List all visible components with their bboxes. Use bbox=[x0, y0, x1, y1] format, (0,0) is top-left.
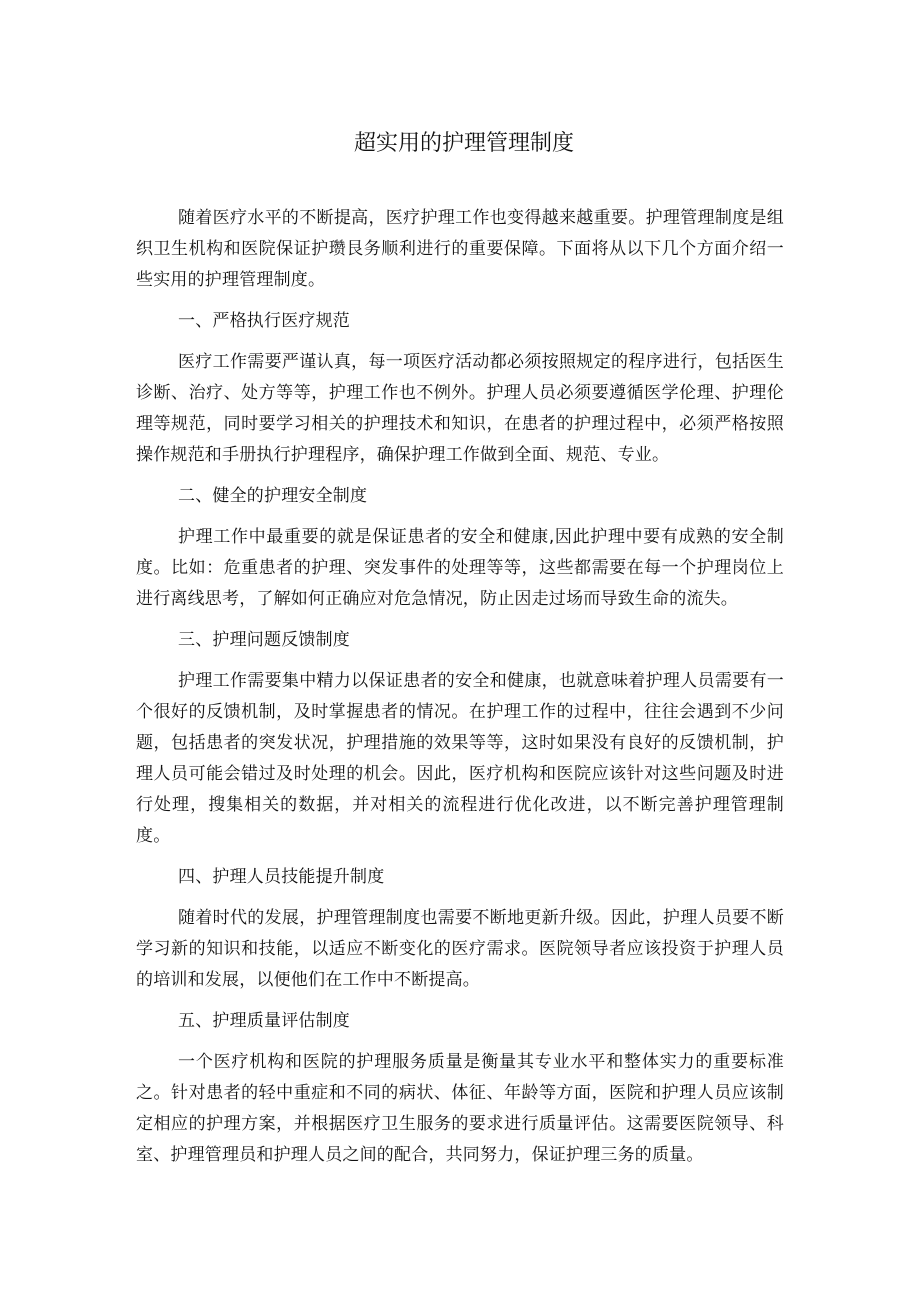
section-heading-3: 三、护理问题反馈制度 bbox=[178, 630, 350, 650]
document-title: 超实用的护理管理制度 bbox=[353, 131, 574, 156]
section-heading-5: 五、护理质量评估制度 bbox=[178, 1011, 350, 1031]
section-paragraph-1: 医疗工作需要严谨认真，每一项医疗活动都必须按照规定的程序进行，包括医生诊断、治疗、处方等等，护理工作也不例外。护理人员必须要遵循医学伦理、护理伦理等规范，同时要学习相关的护理技术和知识，在患者的护理过程中，必须严格按照操作规范和手册执行护理程序，确保护理工作做到全面、规范、专业。 bbox=[136, 352, 784, 465]
section-paragraph-2: 护理工作中最重要的就是保证患者的安全和健康,因此护理中要有成熟的安全制度。比如：危重患者的护理、突发事件的处理等等，这些都需要在每一个护理岗位上进行离线思考，了解如何正确应对危急情况，防止因走过场而导致生命的流失。 bbox=[136, 527, 784, 609]
section-heading-2: 二、健全的护理安全制度 bbox=[178, 486, 368, 506]
intro-paragraph: 随着医疗水平的不断提高，医疗护理工作也变得越来越重要。护理管理制度是组织卫生机构和医院保证护瓒艮务顺利进行的重要保障。下面将从以下几个方面介绍一些实用的护理管理制度。 bbox=[136, 208, 784, 290]
section-paragraph-5: 一个医疗机构和医院的护理服务质量是衡量其专业水平和整体实力的重要标准之。针对患者的轻中重症和不同的病状、体征、年龄等方面，医院和护理人员应该制定相应的护理方案，并根据医疗卫生服务的要求进行质量评估。这需要医院领导、科室、护理管理员和护理人员之间的配合，共同努力，保证护理三务的质量。 bbox=[136, 1052, 784, 1165]
section-paragraph-4: 随着时代的发展，护理管理制度也需要不断地更新升级。因此，护理人员要不断学习新的知识和技能，以适应不断变化的医疗需求。医院领导者应该投资于护理人员的培训和发展，以便他们在工作中不断提高。 bbox=[136, 908, 784, 990]
section-paragraph-3: 护理工作需要集中精力以保证患者的安全和健康，也就意味着护理人员需要有一个很好的反馈机制，及时掌握患者的情况。在护理工作的过程中，往往会遇到不少问题，包括患者的突发状况，护理措施的效果等等，这时如果没有良好的反馈机制，护理人员可能会错过及时处理的机会。因此，医疗机构和医院应该针对这些问题及时进行处理，搜集相关的数据，并对相关的流程进行优化改进，以不断完善护理管理制度。 bbox=[136, 671, 784, 846]
document-body bbox=[136, 203, 784, 1171]
section-heading-1: 一、严格执行医疗规范 bbox=[178, 311, 350, 331]
section-heading-4: 四、护理人员技能提升制度 bbox=[178, 867, 385, 887]
